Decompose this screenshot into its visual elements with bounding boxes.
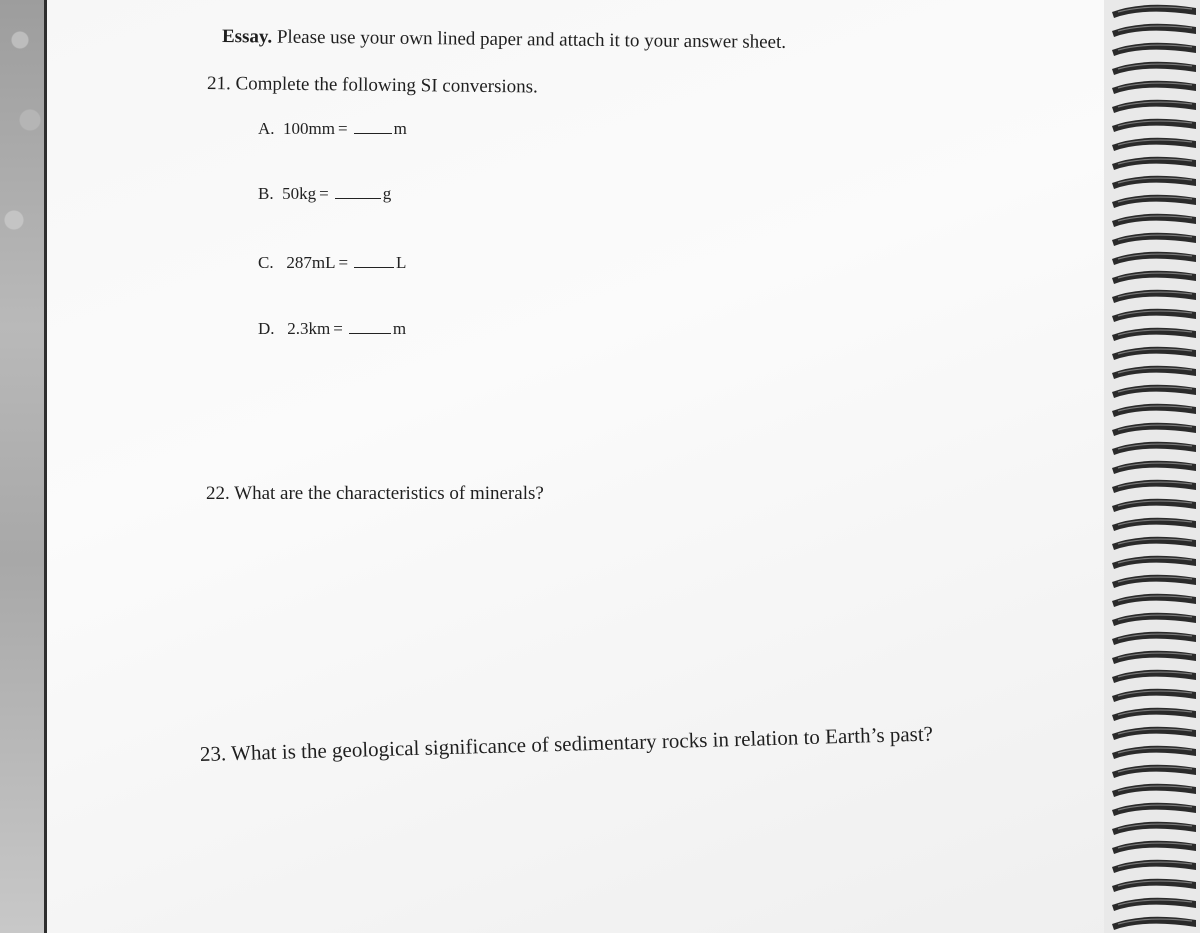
equals-sign: = xyxy=(333,319,343,338)
conversion-letter: D. xyxy=(258,319,275,338)
conversion-unit: m xyxy=(393,119,407,138)
question-22-prompt: 22. What are the characteristics of minerals? xyxy=(206,483,544,504)
conversion-item-a xyxy=(258,119,407,139)
answer-blank[interactable] xyxy=(354,255,394,268)
conversion-letter: C. xyxy=(258,253,274,272)
spiral-binding xyxy=(1104,0,1200,933)
conversion-item-c xyxy=(258,253,406,273)
question-23-prompt: 23. What is the geological significance of sedimentary rocks in relation to Earth’s past? xyxy=(199,721,934,766)
conversion-unit: g xyxy=(382,184,392,203)
essay-instruction: Please use your own lined paper and attach it to your answer sheet. xyxy=(276,26,787,53)
equals-sign: = xyxy=(337,119,348,138)
conversion-given: 287mL xyxy=(286,253,336,272)
equals-sign: = xyxy=(319,184,329,203)
question-21-prompt: 21. Complete the following SI conversions. xyxy=(206,73,538,98)
conversion-given: 2.3km xyxy=(287,319,331,338)
conversion-given: 50kg xyxy=(282,184,317,203)
answer-blank[interactable] xyxy=(354,121,392,134)
conversion-unit: m xyxy=(392,319,407,338)
essay-label: Essay. xyxy=(221,26,273,48)
answer-blank[interactable] xyxy=(349,321,391,334)
equals-sign: = xyxy=(338,253,349,272)
conversion-item-d xyxy=(258,319,406,339)
conversion-unit: L xyxy=(396,253,407,272)
conversion-item-b xyxy=(258,184,391,204)
conversion-letter: A. xyxy=(258,119,275,138)
answer-blank[interactable] xyxy=(335,186,381,199)
conversion-letter: B. xyxy=(258,184,274,203)
worksheet-page xyxy=(44,0,1144,933)
desk-surface xyxy=(0,0,48,933)
conversion-given: 100mm xyxy=(283,119,335,138)
